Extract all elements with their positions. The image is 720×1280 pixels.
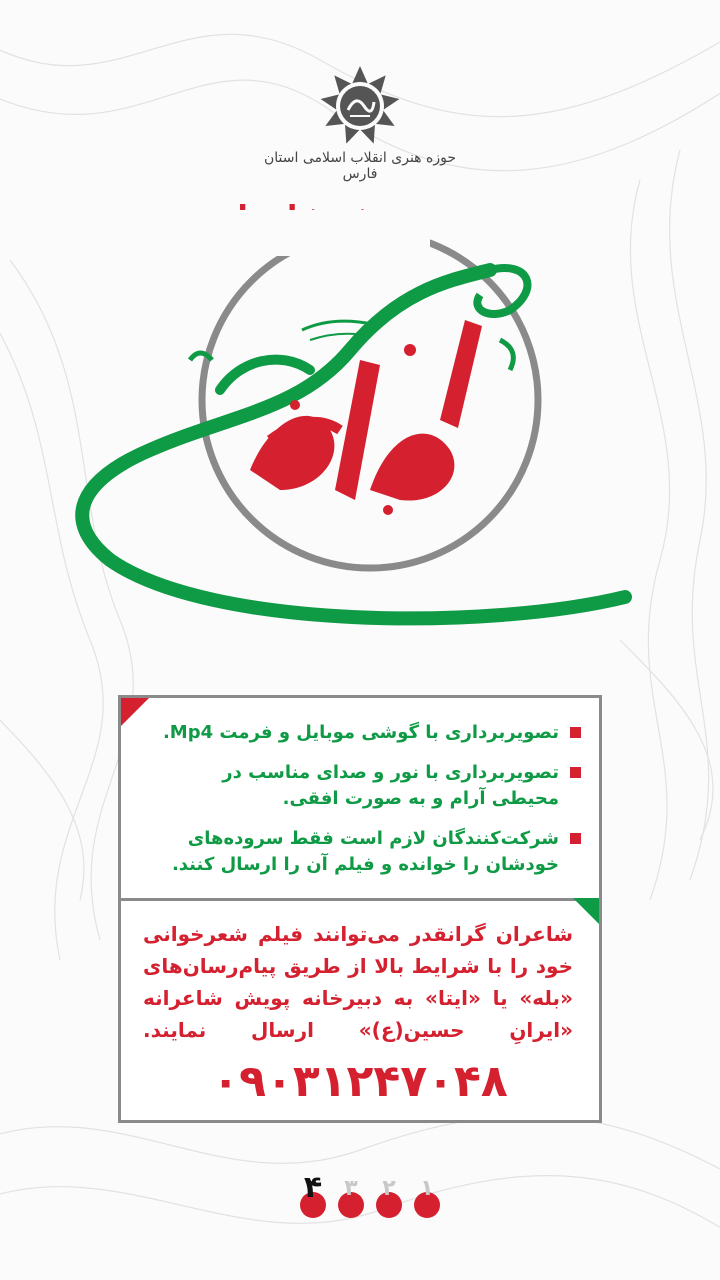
requirement-text: تصویربرداری با گوشی موبایل و فرمت Mp4. [162, 722, 559, 743]
info-box [118, 695, 602, 1123]
page-dot-2[interactable] [376, 1176, 402, 1218]
page-indicator [300, 1170, 440, 1222]
page-number: ۴ [303, 1170, 323, 1205]
requirements-section [121, 698, 599, 901]
list-item [151, 760, 581, 812]
requirements-list [151, 720, 581, 892]
page-dot-4[interactable] [300, 1170, 326, 1218]
bullet-square-icon [570, 767, 581, 778]
page-dot-1[interactable] [414, 1176, 440, 1218]
corner-accent-red [121, 698, 149, 726]
page-number: ۳ [344, 1176, 358, 1201]
page-number: ۱ [420, 1176, 434, 1201]
page-dot-3[interactable] [338, 1176, 364, 1218]
org-name: حوزه هنری انقلاب اسلامی استان فارس [263, 150, 456, 182]
submission-instructions: شاعران گرانقدر می‌توانند فیلم شعرخوانی خود را با شرایط بالا از طریق پیام‌رسان‌های «بله» یا «ایتا» به دبیرخانه پویش شاعرانه «ایرانِ حسین(ع)» ارسال نمایند. [143, 922, 573, 1042]
list-item [151, 720, 581, 746]
requirement-text: شرکت‌کنندگان لازم است فقط سروده‌های خودشان را خوانده و فیلم آن را ارسال کنند. [171, 828, 559, 875]
bullet-square-icon [570, 833, 581, 844]
list-item [151, 826, 581, 878]
page-number: ۲ [382, 1176, 396, 1201]
corner-accent-green [573, 898, 599, 924]
rosette-logo-icon [300, 62, 420, 152]
campaign-emblem [70, 200, 670, 640]
phone-number[interactable]: ۰۹۰۳۱۲۴۷۰۴۸ [212, 1056, 508, 1107]
bullet-square-icon [570, 727, 581, 738]
requirement-text: تصویربرداری با نور و صدای مناسب در محیطی آرام و به صورت افقی. [222, 762, 559, 809]
